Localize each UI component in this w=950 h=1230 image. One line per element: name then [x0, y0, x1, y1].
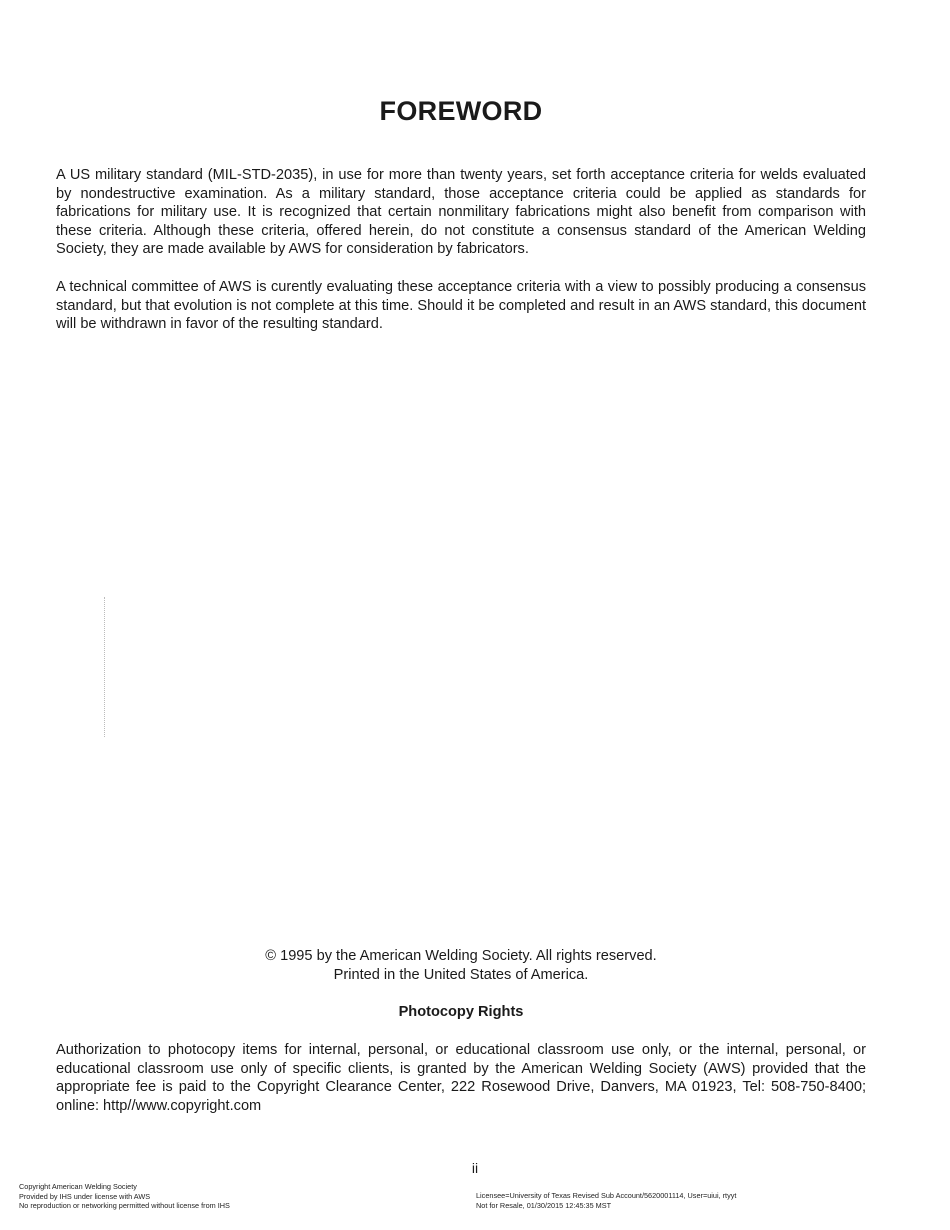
footer-line: Not for Resale, 01/30/2015 12:45:35 MST	[476, 1200, 612, 1210]
photocopy-rights-heading: Photocopy Rights	[398, 1004, 524, 1020]
page-title: FOREWORD	[379, 96, 543, 126]
footer-left	[19, 1182, 230, 1211]
footer-right	[476, 1191, 736, 1210]
copyright-notice	[0, 947, 922, 985]
photocopy-rights-paragraph: Authorization to photocopy items for internal, personal, or educational classroom use only, or the internal, personal, or educational classroom use only of specific clients, is granted by the American Welding Society (AWS) provided that the appropriate fee is paid to the Copyright Clearance Center, 222 Rosewood Drive, Danvers, MA 01923, Tel: 508-750-8400; online: http//www.copyright.com	[56, 1042, 866, 1114]
foreword-paragraph-1: A US military standard (MIL-STD-2035), in use for more than twenty years, set forth acceptance criteria for welds evaluated by nondestructive examination. As a military standard, those acceptance criteria could be applied as standards for fabrications for military use. It is recognized that certain nonmilitary fabrications might also benefit from comparison with these criteria. Although these criteria, offered herein, do not constitute a consensus standard of the American Welding Society, they are made available by AWS for consideration by fabricators.	[56, 167, 866, 258]
footer-line: No reproduction or networking permitted without license from IHS	[19, 1201, 230, 1210]
foreword-paragraph-2: A technical committee of AWS is curently evaluating these acceptance criteria with a view to possibly producing a consensus standard, but that evolution is not complete at this time. Should it be completed and result in an AWS standard, this document will be withdrawn in favor of the resulting standard.	[56, 279, 866, 333]
footer-line: Copyright American Welding Society	[19, 1182, 137, 1191]
scan-artifact	[104, 597, 107, 737]
copyright-line: © 1995 by the American Welding Society. All rights reserved.	[265, 948, 657, 964]
footer-line: Provided by IHS under license with AWS	[19, 1191, 151, 1201]
page-number: ii	[471, 1160, 479, 1176]
printed-in-line: Printed in the United States of America.	[333, 967, 589, 983]
footer-line: Licensee=University of Texas Revised Sub Account/5620001114, User=uiui, rtyyt	[476, 1191, 737, 1200]
